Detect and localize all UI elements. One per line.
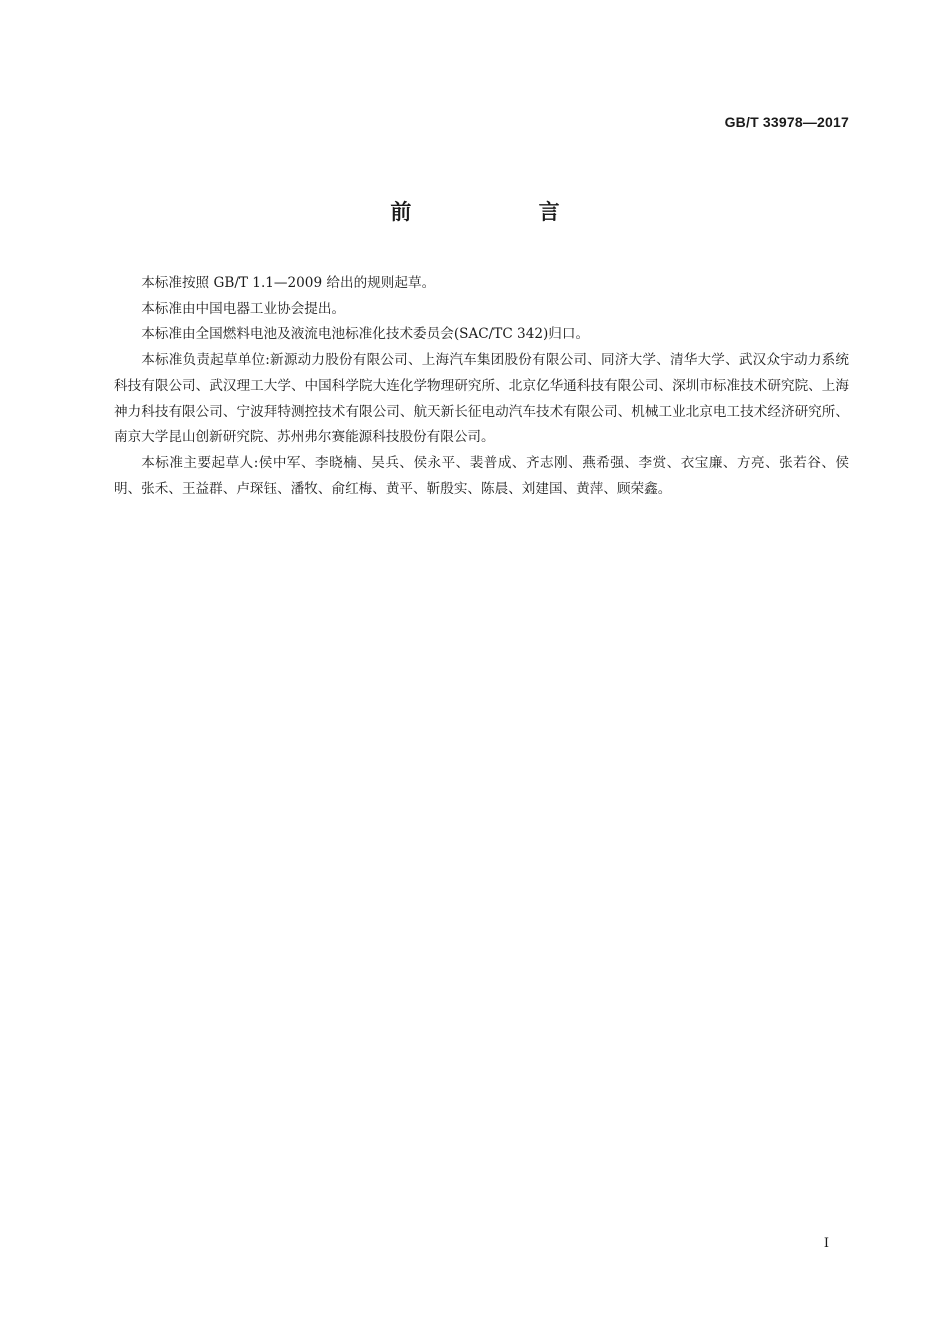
paragraph-drafting-units: 本标准负责起草单位:新源动力股份有限公司、上海汽车集团股份有限公司、同济大学、清华大学、武汉众宇动力系统科技有限公司、武汉理工大学、中国科学院大连化学物理研究所、北京亿华通科技有限公司、深圳市标准技术研究院、上海神力科技有限公司、宁波拜特测控技术有限公司、航天新长征电动汽车技术有限公司、机械工业北京电工技术经济研究所、南京大学昆山创新研究院、苏州弗尔赛能源科技股份有限公司。	[114, 352, 849, 446]
foreword-body	[114, 271, 849, 502]
paragraph-committee: 本标准由全国燃料电池及液流电池标准化技术委员会(SAC/TC 342)归口。	[141, 326, 590, 343]
standard-number: GB/T 33978—2017	[724, 114, 849, 130]
paragraph-drafters: 本标准主要起草人:侯中军、李晓楠、吴兵、侯永平、裴普成、齐志刚、燕希强、李赏、衣宝廉、方亮、张若谷、侯明、张禾、王益群、卢琛钰、潘牧、俞红梅、黄平、靳殷实、陈晨、刘建国、黄萍、顾荣鑫。	[114, 454, 849, 497]
paragraph-proposer: 本标准由中国电器工业协会提出。	[141, 300, 346, 317]
page-title: 前 言	[390, 200, 620, 224]
page-number: I	[823, 1236, 829, 1251]
paragraph-drafting-rules: 本标准按照 GB/T 1.1—2009 给出的规则起草。	[141, 275, 436, 291]
